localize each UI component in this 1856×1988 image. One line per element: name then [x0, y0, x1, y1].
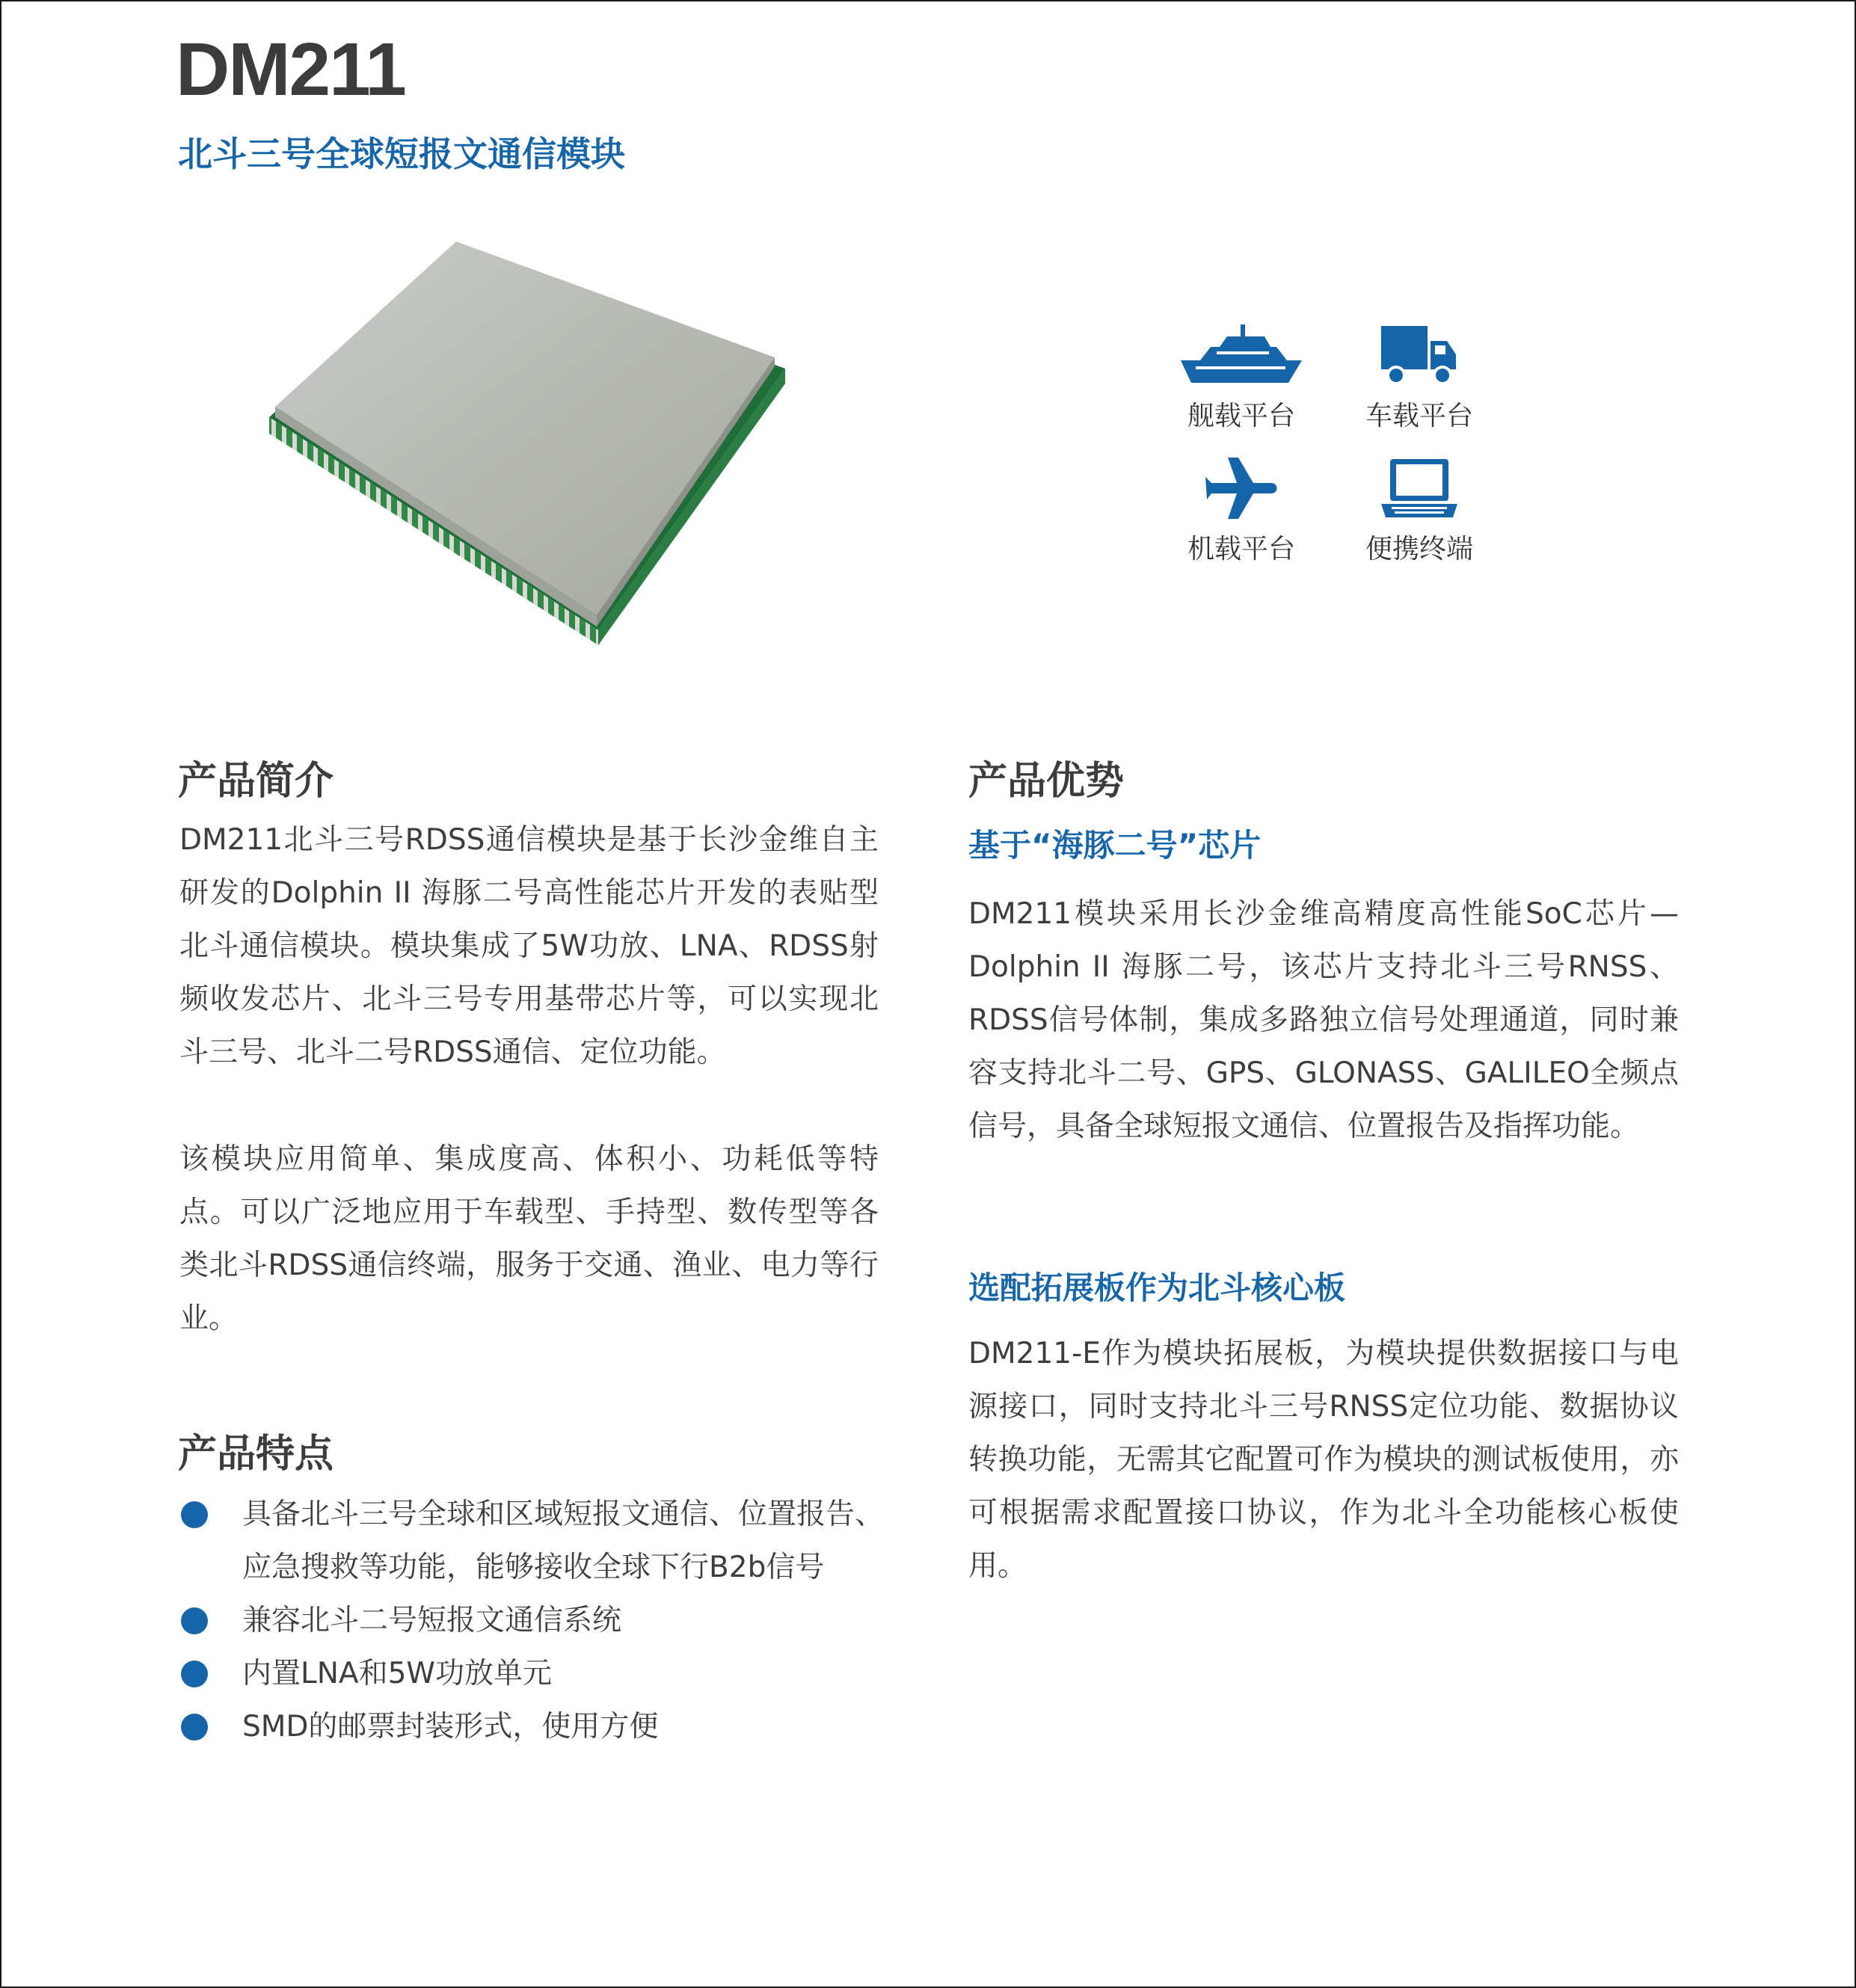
list-item: 内置LNA和5W功放单元 [178, 1647, 896, 1700]
bullet-icon [181, 1714, 208, 1741]
intro-heading: 产品简介 [178, 759, 334, 804]
product-subtitle: 北斗三号全球短报文通信模块 [178, 134, 625, 174]
ship-icon [1178, 321, 1305, 389]
list-item: 具备北斗三号全球和区域短报文通信、位置报告、应急搜救等功能，能够接收全球下行B2b信号 [178, 1488, 896, 1594]
laptop-icon [1378, 455, 1460, 522]
platform-truck [1330, 321, 1509, 433]
features-heading: 产品特点 [178, 1432, 334, 1477]
list-item: 兼容北斗二号短报文通信系统 [178, 1594, 896, 1647]
product-title: DM211 [176, 28, 405, 111]
advantage-body-chip: DM211模块采用长沙金维高精度高性能SoC芯片—Dolphin II 海豚二号，该芯片支持北斗三号RNSS、RDSS信号体制，集成多路独立信号处理通道，同时兼容支持北斗二号、GPS、GLONASS、GALILEO全频点信号，具备全球短报文通信、位置报告及指挥功能。 [968, 897, 1679, 1143]
platform-label: 便携终端 [1365, 534, 1473, 564]
platform-label: 车载平台 [1365, 401, 1473, 431]
advantage-body-board: DM211-E作为模块拓展板，为模块提供数据接口与电源接口，同时支持北斗三号RNSS定位功能、数据协议转换功能，无需其它配置可作为模块的测试板使用，亦可根据需求配置接口协议，作为北斗全功能核心板使用。 [968, 1337, 1679, 1583]
list-item: SMD的邮票封装形式，使用方便 [178, 1700, 896, 1753]
advantage-title-chip: 基于“海豚二号”芯片 [968, 827, 1262, 864]
platform-ship [1152, 321, 1331, 433]
bullet-icon [181, 1661, 208, 1687]
features-list [178, 1488, 896, 1753]
intro-paragraph-1: DM211北斗三号RDSS通信模块是基于长沙金维自主研发的Dolphin II 海豚二号高性能芯片开发的表贴型北斗通信模块。模块集成了5W功放、LNA、RDSS射频收发芯片、北斗三号专用基带芯片等，可以实现北斗三号、北斗二号RDSS通信、定位功能。 [179, 823, 879, 1069]
airplane-icon [1204, 455, 1279, 522]
platform-icons [1152, 321, 1540, 576]
module-photo [269, 238, 808, 656]
bullet-icon [181, 1607, 208, 1634]
platform-aircraft [1152, 455, 1331, 566]
bullet-icon [181, 1501, 208, 1528]
platform-portable [1330, 455, 1509, 566]
intro-paragraph-2: 该模块应用简单、集成度高、体积小、功耗低等特点。可以广泛地应用于车载型、手持型、数传型等各类北斗RDSS通信终端，服务于交通、渔业、电力等行业。 [179, 1142, 879, 1335]
platform-label: 舰载平台 [1187, 401, 1295, 431]
advantages-heading: 产品优势 [968, 759, 1125, 804]
platform-label: 机载平台 [1187, 534, 1295, 564]
advantage-title-board: 选配拓展板作为北斗核心板 [968, 1270, 1346, 1306]
truck-icon [1378, 321, 1460, 389]
